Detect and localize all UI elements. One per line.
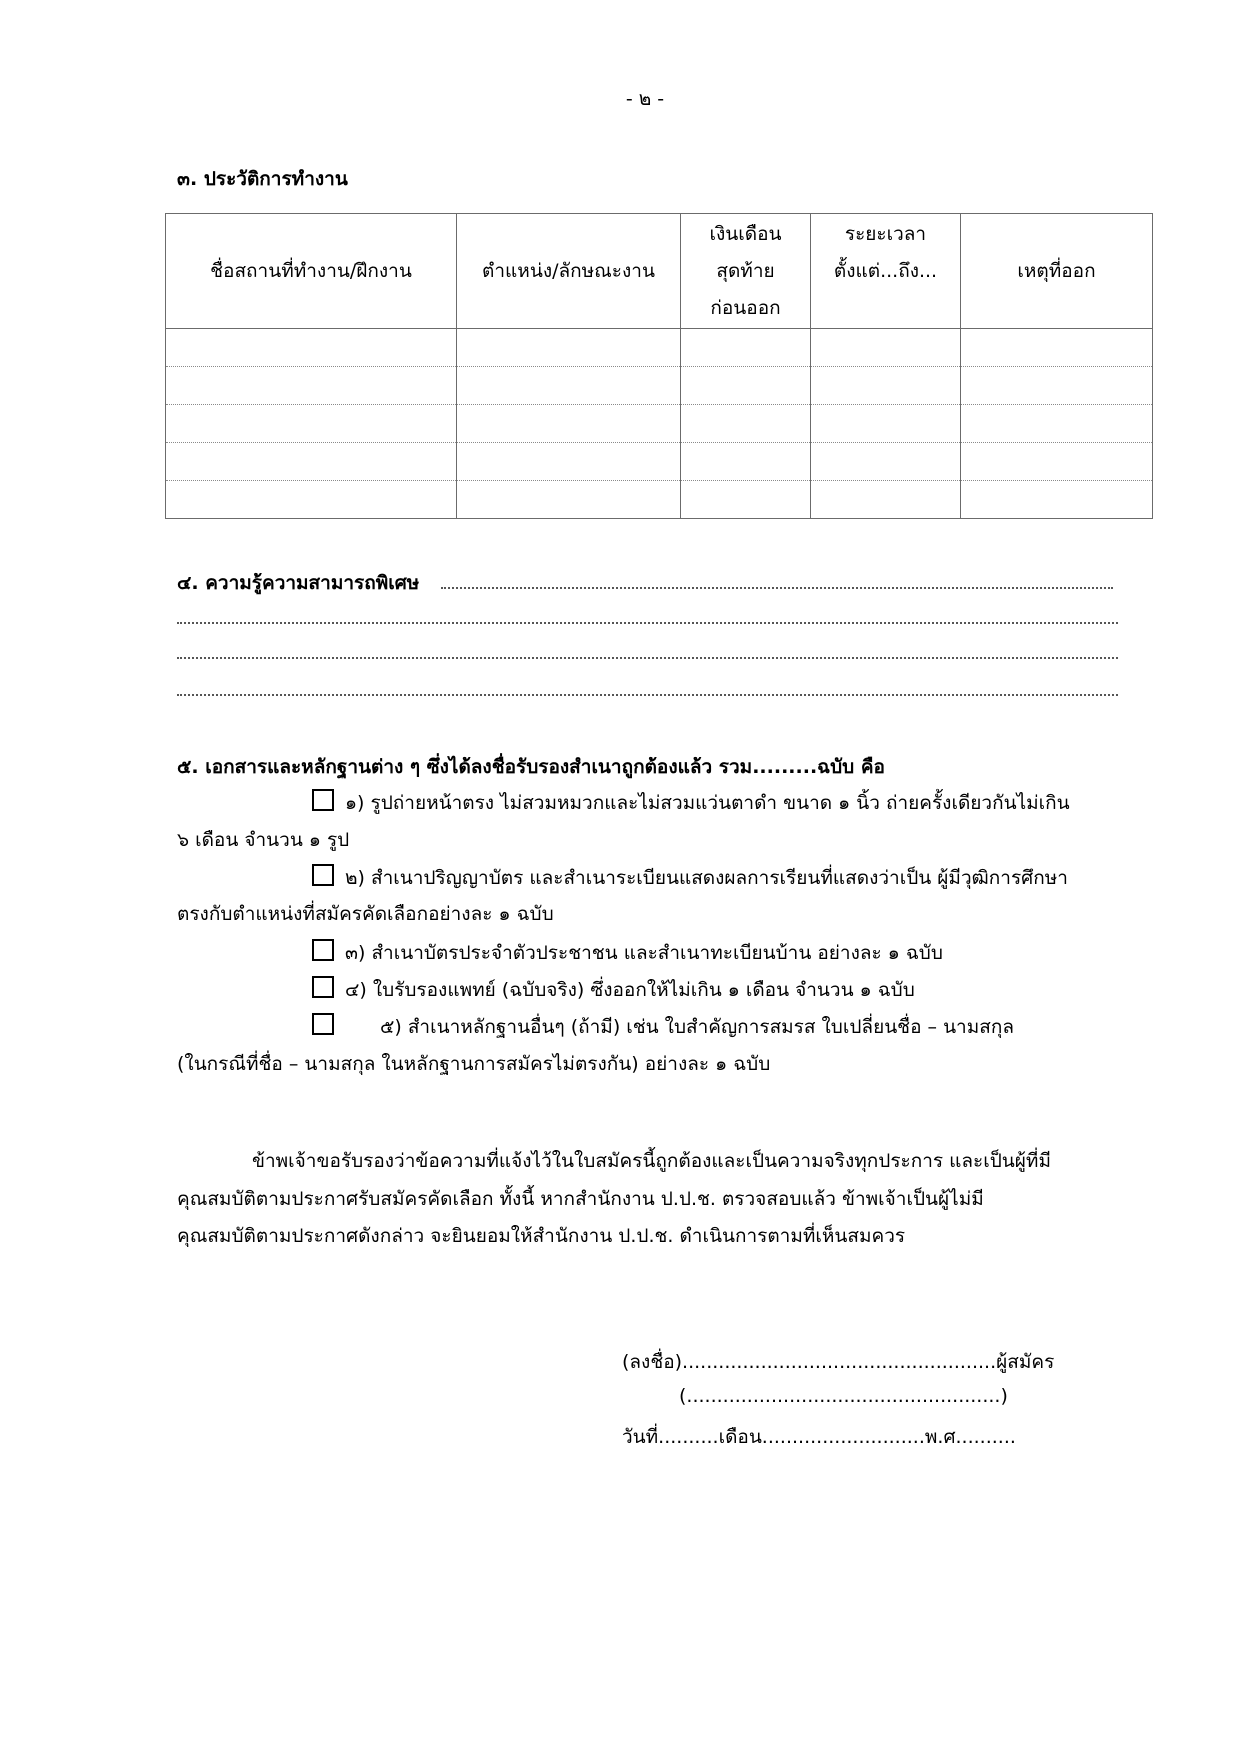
applicant-name-field[interactable]: (....................................................)	[679, 1385, 1008, 1407]
table-cell[interactable]	[166, 405, 457, 443]
table-cell[interactable]	[961, 481, 1153, 519]
document-3-checkbox[interactable]	[312, 939, 334, 961]
column-header-reason-for-leaving: เหตุที่ออก	[961, 214, 1153, 329]
special-skills-fill-line[interactable]	[177, 620, 1118, 624]
column-header-position: ตำแหน่ง/ลักษณะงาน	[457, 214, 681, 329]
special-skills-fill-line[interactable]	[177, 655, 1118, 659]
document-1-label-continued: ๖ เดือน จำนวน ๑ รูป	[177, 829, 350, 851]
table-cell[interactable]	[457, 481, 681, 519]
table-cell[interactable]	[166, 443, 457, 481]
document-1-checkbox[interactable]	[312, 789, 334, 811]
column-header-workplace: ชื่อสถานที่ทำงาน/ฝึกงาน	[166, 214, 457, 329]
certification-text-line: คุณสมบัติตามประกาศรับสมัครคัดเลือก ทั้งนี้ หากสำนักงาน ป.ป.ช. ตรวจสอบแล้ว ข้าพเจ้าเป็นผู้ไม่มี	[177, 1188, 984, 1210]
document-5-label: ๕) สำเนาหลักฐานอื่นๆ (ถ้ามี) เช่น ใบสำคัญการสมรส ใบเปลี่ยนชื่อ – นามสกุล	[380, 1016, 1014, 1038]
page-number: - ๒ -	[625, 88, 665, 110]
work-history-table	[165, 213, 1153, 519]
document-2-checkbox[interactable]	[312, 864, 334, 886]
table-header-row	[166, 214, 1153, 329]
table-cell[interactable]	[961, 329, 1153, 367]
table-cell[interactable]	[961, 405, 1153, 443]
table-cell[interactable]	[681, 405, 811, 443]
document-2-label-continued: ตรงกับตำแหน่งที่สมัครคัดเลือกอย่างละ ๑ ฉบับ	[177, 903, 554, 925]
document-3-label: ๓) สำเนาบัตรประจำตัวประชาชน และสำเนาทะเบียนบ้าน อย่างละ ๑ ฉบับ	[345, 942, 943, 964]
column-header-duration: ระยะเวลา ตั้งแต่...ถึง...	[811, 214, 961, 329]
section-5-heading: ๕. เอกสารและหลักฐานต่าง ๆ ซึ่งได้ลงชื่อรับรองสำเนาถูกต้องแล้ว รวม.........ฉบับ คือ	[177, 756, 885, 778]
document-4-label: ๔) ใบรับรองแพทย์ (ฉบับจริง) ซึ่งออกให้ไม่เกิน ๑ เดือน จำนวน ๑ ฉบับ	[345, 979, 915, 1001]
certification-text-line: ข้าพเจ้าขอรับรองว่าข้อความที่แจ้งไว้ในใบสมัครนี้ถูกต้องและเป็นความจริงทุกประการ และเป็นผู้ที่มี	[252, 1150, 1051, 1172]
table-cell[interactable]	[457, 443, 681, 481]
table-row	[166, 443, 1153, 481]
table-row	[166, 329, 1153, 367]
table-cell[interactable]	[457, 405, 681, 443]
table-cell[interactable]	[166, 329, 457, 367]
table-cell[interactable]	[681, 443, 811, 481]
certification-text-line: คุณสมบัติตามประกาศดังกล่าว จะยินยอมให้สำนักงาน ป.ป.ช. ดำเนินการตามที่เห็นสมควร	[177, 1225, 906, 1247]
table-cell[interactable]	[961, 367, 1153, 405]
section-3-heading: ๓. ประวัติการทำงาน	[177, 168, 348, 190]
table-cell[interactable]	[166, 367, 457, 405]
table-cell[interactable]	[681, 481, 811, 519]
table-cell[interactable]	[811, 405, 961, 443]
table-row	[166, 367, 1153, 405]
table-cell[interactable]	[166, 481, 457, 519]
document-2-label: ๒) สำเนาปริญญาบัตร และสำเนาระเบียนแสดงผลการเรียนที่แสดงว่าเป็น ผู้มีวุฒิการศึกษา	[345, 867, 1068, 889]
table-cell[interactable]	[681, 367, 811, 405]
special-skills-fill-line[interactable]	[441, 585, 1113, 589]
table-row	[166, 481, 1153, 519]
document-4-checkbox[interactable]	[312, 976, 334, 998]
column-header-last-salary: เงินเดือน สุดท้าย ก่อนออก	[681, 214, 811, 329]
applicant-signature-field[interactable]: (ลงชื่อ)....................................................ผู้สมัคร	[622, 1351, 1055, 1373]
table-cell[interactable]	[811, 443, 961, 481]
document-1-label: ๑) รูปถ่ายหน้าตรง ไม่สวมหมวกและไม่สวมแว่นตาดำ ขนาด ๑ นิ้ว ถ่ายครั้งเดียวกันไม่เกิน	[345, 792, 1070, 814]
table-cell[interactable]	[681, 329, 811, 367]
table-row	[166, 405, 1153, 443]
table-cell[interactable]	[811, 367, 961, 405]
table-cell[interactable]	[811, 329, 961, 367]
table-cell[interactable]	[961, 443, 1153, 481]
document-5-label-continued: (ในกรณีที่ชื่อ – นามสกุล ในหลักฐานการสมัครไม่ตรงกัน) อย่างละ ๑ ฉบับ	[177, 1053, 771, 1075]
table-cell[interactable]	[457, 367, 681, 405]
table-cell[interactable]	[457, 329, 681, 367]
special-skills-fill-line[interactable]	[177, 692, 1118, 696]
section-4-heading: ๔. ความรู้ความสามารถพิเศษ	[177, 572, 420, 594]
signature-date-field[interactable]: วันที่..........เดือน...........................พ.ศ..........	[622, 1426, 1016, 1448]
document-5-checkbox[interactable]	[312, 1013, 334, 1035]
table-cell[interactable]	[811, 481, 961, 519]
